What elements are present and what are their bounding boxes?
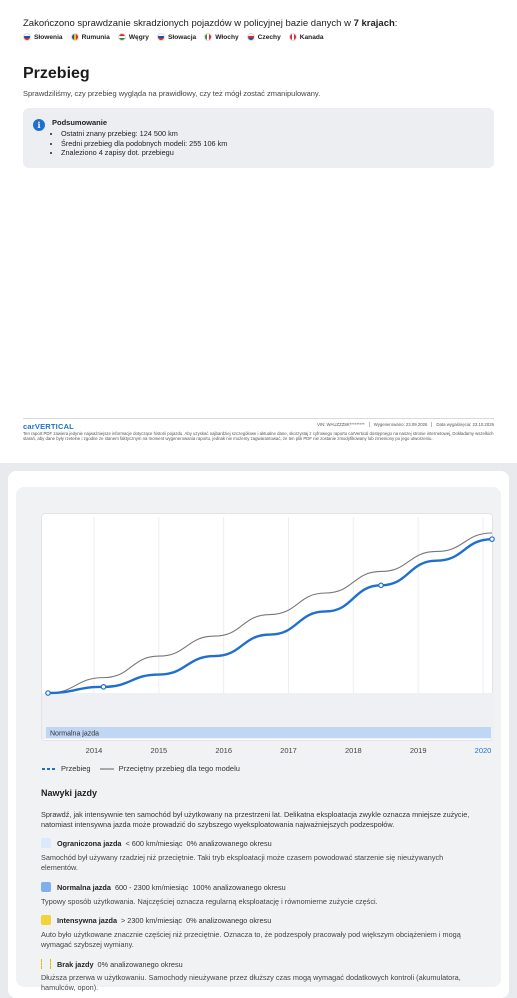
style-name: Ograniczona jazda: [57, 838, 122, 848]
style-description: Typowy sposób użytkowania. Najczęściej oznacza regularną eksploatację i równomierne zużycie części.: [41, 897, 378, 906]
footer-disclaimer: Ten raport PDF zawiera jedynie najważniejsze informacje dotyczące historii pojazdu. Aby uzyskać najbardziej szczegółowe i aktualne dane, skorzystaj z cyfrowego raportu carVertical dostępnego na naszej stronie internetowej. Dokładamy wszelkich starań, aby dane były rzetelne i zgodne ze stanem faktycznym na moment wygenerowania raportu, jednak nie możemy zagwarantować, że ten plik PDF nie zostanie zmodyfikowany lub zmieniony po jego utworzeniu.: [23, 431, 494, 442]
summary-title: Podsumowanie: [52, 118, 108, 127]
flag-icon: [23, 33, 31, 41]
country-item: [71, 33, 110, 41]
info-icon: i: [33, 119, 45, 131]
generated-date: Wygenerowano: 23.09.2026: [369, 422, 428, 427]
driving-style-normal: [41, 882, 286, 892]
country-item: [118, 33, 149, 41]
summary-list: [61, 129, 227, 158]
mileage-point: [490, 537, 494, 541]
country-name: Słowenia: [34, 33, 63, 41]
limited-swatch: [41, 838, 51, 848]
flag-icon: [204, 33, 212, 41]
mileage-point: [46, 691, 50, 695]
legend-dashed-line-icon: [41, 766, 57, 772]
mileage-card: [16, 487, 501, 992]
style-description: Dłuższa przerwa w użytkowaniu. Samochody nieużywane przez dłuższy czas mogą wymagać dodatkowych kontroli (akumulatora, hamulców, opon).: [41, 973, 461, 992]
report-page-1: [0, 0, 517, 463]
page-title: Przebieg: [23, 65, 90, 82]
flag-icon: [118, 33, 126, 41]
none-swatch: [41, 959, 51, 969]
expiry-date: Data wygaśnięcia: 23.10.2026: [431, 422, 494, 427]
style-name: Normalna jazda: [57, 882, 111, 892]
x-tick-label: 2014: [85, 746, 103, 755]
x-tick-label: 2020: [474, 746, 492, 755]
footer-divider: [23, 418, 494, 419]
note-prefix: Zakończono sprawdzanie skradzionych pojazdów w policyjnej bazie danych w: [23, 18, 354, 29]
style-description: Auto było użytkowane znacznie częściej niż przeciętnie. Oznacza to, że podzespoły pracowały pod większym obciążeniem i mogą wymagać szybszej wymiany.: [41, 930, 461, 949]
country-item: [157, 33, 196, 41]
mileage-chart: [16, 487, 501, 767]
style-share: 0% analizowanego okresu: [186, 838, 272, 848]
x-tick-label: 2015: [150, 746, 168, 755]
flag-icon: [71, 33, 79, 41]
mileage-point: [379, 583, 383, 587]
flag-icon: [157, 33, 165, 41]
legend-item-average: [99, 764, 240, 773]
footer-meta: [313, 422, 494, 427]
style-description: Samochód był używany rzadziej niż przeciętnie. Taki tryb eksploatacji może czasem powodować starzenie się nieużywanych elementów.: [41, 853, 444, 872]
flag-icon: [247, 33, 255, 41]
legend-solid-line-icon: [99, 766, 115, 772]
note-suffix: :: [394, 18, 398, 29]
driving-style-limited: [41, 838, 272, 848]
country-item: [289, 33, 324, 41]
legend-label: Przeciętny przebieg dla tego modelu: [118, 764, 240, 773]
legend-label: Przebieg: [61, 764, 91, 773]
style-name: Brak jazdy: [57, 959, 94, 969]
stolen-check-note: [23, 18, 397, 29]
normal-driving-band: [46, 727, 491, 738]
style-range: 600 - 2300 km/miesiąc: [114, 882, 189, 892]
normal-swatch: [41, 882, 51, 892]
chart-legend: [41, 764, 240, 773]
page-subtitle: Sprawdziliśmy, czy przebieg wygląda na prawidłowy, czy też mógł zostać zmanipulowany.: [23, 89, 321, 98]
country-item: [23, 33, 63, 41]
average-line: [48, 533, 492, 693]
note-bold: 7 krajach: [353, 18, 395, 29]
summary-item: • Ostatni znany przebieg: 124 500 km: [61, 129, 227, 139]
x-tick-label: 2018: [344, 746, 362, 755]
driving-style-intensive: [41, 915, 271, 925]
carvertical-logo: carVERTICAL: [23, 422, 74, 431]
intensive-swatch: [41, 915, 51, 925]
mileage-point: [101, 685, 105, 689]
band-label: Normalna jazda: [50, 730, 100, 738]
style-range: < 600 km/miesiąc: [125, 838, 183, 848]
country-name: Włochy: [215, 33, 239, 41]
country-item: [204, 33, 238, 41]
country-name: Czechy: [257, 33, 281, 41]
summary-item: • Znaleziono 4 zapisy dot. przebiegu: [61, 148, 227, 158]
country-flags: [23, 33, 324, 41]
country-name: Rumunia: [81, 33, 110, 41]
summary-item: • Średni przebieg dla podobnych modeli: 255 106 km: [61, 139, 227, 149]
style-share: 0% analizowanego okresu: [186, 915, 272, 925]
driving-habits-title: Nawyki jazdy: [41, 788, 98, 798]
style-name: Intensywna jazda: [57, 915, 118, 925]
driving-habits-description: Sprawdź, jak intensywnie ten samochód był użytkowany na przestrzeni lat. Delikatna eksploatacja zwykle oznacza mniejsze zużycie, natomiast intensywna jazda może prowadzić do szybszego wyeksploatowania najważniejszych podzespołów.: [41, 810, 470, 829]
x-tick-label: 2017: [280, 746, 297, 755]
style-share: 0% analizowanego okresu: [97, 959, 183, 969]
vin-label: VIN: WAUZZZ8K*********: [317, 422, 365, 427]
country-item: [247, 33, 281, 41]
style-range: > 2300 km/miesiąc: [121, 915, 183, 925]
report-page-2: [8, 471, 509, 998]
summary-box: [23, 108, 494, 168]
flag-icon: [289, 33, 297, 41]
legend-item-mileage: [41, 764, 91, 773]
x-tick-label: 2019: [409, 746, 427, 755]
style-share: 100% analizowanego okresu: [192, 882, 286, 892]
x-tick-label: 2016: [215, 746, 233, 755]
mileage-line: [48, 539, 492, 693]
country-name: Węgry: [128, 33, 149, 41]
country-name: Kanada: [299, 33, 324, 41]
country-name: Słowacja: [167, 33, 197, 41]
driving-style-none: [41, 959, 183, 969]
